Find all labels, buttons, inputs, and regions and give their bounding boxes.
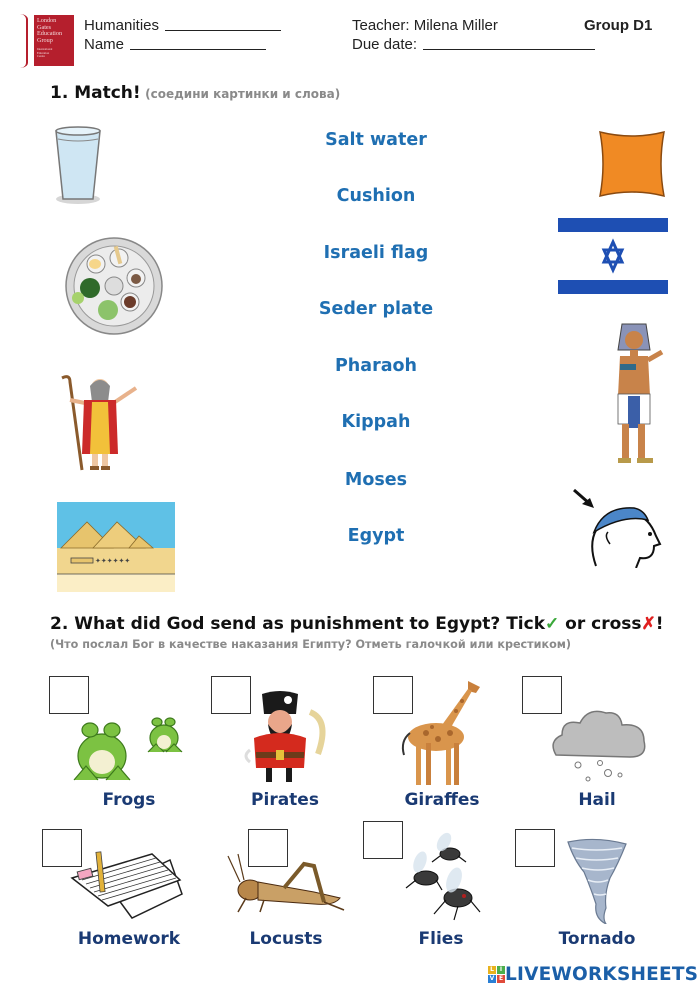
match-word-egypt[interactable]: Egypt <box>347 526 405 546</box>
task2-title-end: ! <box>655 614 664 634</box>
subject-field <box>84 17 281 34</box>
name-blank[interactable] <box>130 49 266 50</box>
logo-line: Group <box>37 36 53 44</box>
hail-cloud-icon <box>548 705 650 785</box>
plague-label-frogs: Frogs <box>102 790 156 810</box>
svg-text:✦✦✦✦✦✦: ✦✦✦✦✦✦ <box>95 557 131 565</box>
pirate-icon <box>240 690 336 786</box>
plague-label-pirates: Pirates <box>251 790 319 810</box>
logo-cell: L <box>488 966 496 974</box>
plague-label-hail: Hail <box>578 790 616 810</box>
orange-cushion-icon[interactable] <box>596 128 668 200</box>
plague-label-tornado: Tornado <box>558 929 636 949</box>
glass-of-water-icon[interactable] <box>52 125 104 205</box>
task1-heading <box>50 83 340 103</box>
logo-cell: V <box>489 975 495 982</box>
task2-heading <box>50 614 664 634</box>
task2-title: 2. What did God send as punishment to Egypt? Tick <box>50 614 546 634</box>
liveworksheets-brand: LIVEWORKSHEETS <box>505 964 699 985</box>
due-date-label: Due date: <box>352 36 418 53</box>
task1-subtitle: (соедини картинки и слова) <box>145 87 341 101</box>
israeli-flag-icon[interactable] <box>558 218 668 294</box>
task1-title: 1. Match! <box>50 83 141 103</box>
logo-line: Education <box>37 30 63 38</box>
logo-small-line: International <box>37 47 53 52</box>
flies-icon <box>392 832 492 922</box>
tornado-icon <box>566 838 628 924</box>
subject-label: Humanities <box>84 17 160 34</box>
match-word-cushion[interactable]: Cushion <box>336 186 416 206</box>
subject-blank[interactable] <box>165 30 281 31</box>
kippah-head-icon[interactable] <box>570 488 666 568</box>
name-field <box>84 36 266 53</box>
logo-small-line: Centre <box>37 54 45 59</box>
plague-label-locusts: Locusts <box>249 929 323 949</box>
due-date-field <box>352 36 595 53</box>
logo-small-line: Education <box>37 50 50 55</box>
logo-small-text <box>37 48 74 58</box>
cross-icon: ✗ <box>641 614 656 633</box>
liveworksheets-logo-icon <box>488 966 505 983</box>
school-logo <box>34 15 74 66</box>
plague-label-giraffes: Giraffes <box>404 790 480 810</box>
due-date-blank[interactable] <box>423 49 595 50</box>
logo-cell: E <box>498 975 504 982</box>
match-word-salt-water[interactable]: Salt water <box>325 130 427 150</box>
logo-line: Gates <box>37 23 52 31</box>
logo-cell: I <box>497 966 505 974</box>
teacher-label: Teacher: Milena Miller <box>352 17 498 34</box>
group-label: Group D1 <box>584 17 653 34</box>
plague-label-homework: Homework <box>77 929 181 949</box>
moses-icon[interactable] <box>56 374 144 474</box>
locust-icon <box>224 852 350 916</box>
name-label: Name <box>84 36 125 53</box>
checkbox-frogs[interactable] <box>49 676 89 714</box>
logo-line: London <box>37 17 57 24</box>
plague-label-flies: Flies <box>418 929 464 949</box>
checkbox-tornado[interactable] <box>515 829 555 867</box>
match-word-pharaoh[interactable]: Pharaoh <box>334 356 417 376</box>
match-word-seder-plate[interactable]: Seder plate <box>318 299 434 319</box>
homework-icon <box>70 848 186 920</box>
frogs-icon <box>68 710 188 786</box>
match-word-kippah[interactable]: Kippah <box>341 412 411 432</box>
match-word-israeli-flag[interactable]: Israeli flag <box>323 243 429 263</box>
pharaoh-icon[interactable] <box>604 320 668 466</box>
match-word-moses[interactable]: Moses <box>344 470 408 490</box>
seder-plate-icon[interactable] <box>64 236 164 336</box>
giraffe-icon <box>396 677 488 789</box>
logo-bracket <box>20 14 28 68</box>
task2-title-mid: or cross <box>559 614 642 634</box>
egypt-pyramids-icon[interactable] <box>57 502 175 592</box>
liveworksheets-watermark <box>488 964 698 985</box>
tick-icon: ✓ <box>545 614 560 633</box>
task2-subtitle: (Что послал Бог в качестве наказания Египту? Отметь галочкой или крестиком) <box>50 638 572 651</box>
